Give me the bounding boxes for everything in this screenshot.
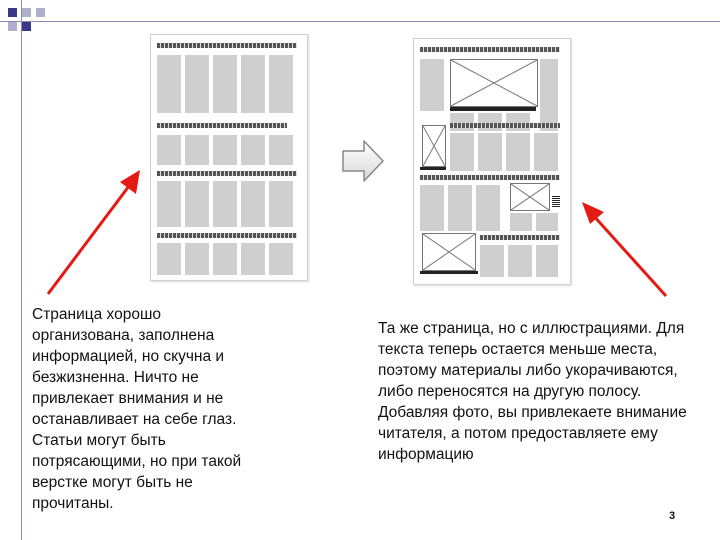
pointer-arrow-right-icon	[576, 196, 672, 300]
corner-square-3	[36, 8, 45, 17]
mock-column	[269, 55, 293, 113]
slide-rule-horizontal	[0, 21, 720, 22]
mock-column	[241, 243, 265, 275]
mock-column	[450, 133, 474, 171]
mock-column	[269, 181, 293, 227]
mock-column	[241, 135, 265, 165]
photo-caption-bar	[420, 271, 478, 274]
photo-placeholder-icon	[510, 183, 550, 211]
mock-headline	[420, 175, 560, 180]
transition-arrow-icon	[340, 138, 386, 184]
photo-placeholder-icon	[422, 233, 476, 271]
mock-column	[185, 135, 209, 165]
mock-column	[213, 243, 237, 275]
mock-column	[508, 245, 532, 277]
corner-square-5	[22, 22, 31, 31]
mock-column	[185, 243, 209, 275]
mock-column	[213, 181, 237, 227]
mock-column	[536, 245, 558, 277]
layout-illustrated-page	[413, 38, 571, 285]
page-number: 3	[669, 510, 676, 522]
corner-square-2	[22, 8, 31, 17]
mock-column	[506, 133, 530, 171]
layout-plain-page	[150, 34, 308, 281]
mock-column	[185, 55, 209, 113]
corner-square-4	[8, 22, 17, 31]
right-caption: Та же страница, но с иллюстрациями. Для текста теперь остается меньше места, поэтому материалы либо укорачиваются, либо переносятся на другую полосу. Добавляя фото, вы привлекаете внимание читателя, а потом предоставляете ему информацию	[378, 320, 687, 463]
mock-column	[478, 133, 502, 171]
left-caption: Страница хорошо организована, заполнена информацией, но скучна и безжизненна. Ничто не привлекает внимания и не останавливает на себе глаз. Статьи могут быть потрясающими, но при такой верстке могут быть не прочитаны.	[32, 306, 242, 512]
mock-column	[269, 135, 293, 165]
mock-column	[510, 213, 532, 231]
mock-column	[241, 181, 265, 227]
mock-column	[476, 185, 500, 231]
mock-column	[157, 55, 181, 113]
mock-headline	[480, 235, 560, 240]
mock-column	[478, 113, 502, 131]
mock-column	[157, 243, 181, 275]
mock-column	[536, 213, 558, 231]
corner-square-1	[8, 8, 17, 17]
pointer-arrow-left-icon	[40, 160, 150, 300]
photo-caption-bar	[450, 107, 536, 111]
mock-headline	[157, 233, 297, 238]
mock-column	[552, 195, 560, 207]
mock-column	[480, 245, 504, 277]
mock-column	[213, 135, 237, 165]
mock-headline	[450, 123, 560, 128]
mock-column	[534, 133, 558, 171]
mock-headline	[157, 171, 297, 176]
mock-column	[448, 185, 472, 231]
photo-caption-bar	[420, 167, 446, 170]
mock-column	[420, 59, 444, 111]
photo-placeholder-icon	[422, 125, 446, 167]
mock-column	[269, 243, 293, 275]
mock-column	[450, 113, 474, 131]
mock-column	[213, 55, 237, 113]
mock-headline	[157, 123, 287, 128]
mock-column	[241, 55, 265, 113]
slide-rule-vertical	[21, 0, 22, 540]
mock-headline	[157, 43, 297, 48]
mock-column	[420, 185, 444, 231]
mock-column	[540, 59, 558, 131]
mock-column	[506, 113, 530, 131]
mock-column	[185, 181, 209, 227]
photo-placeholder-icon	[450, 59, 538, 107]
mock-column	[157, 181, 181, 227]
mock-headline	[420, 47, 560, 52]
mock-column	[157, 135, 181, 165]
